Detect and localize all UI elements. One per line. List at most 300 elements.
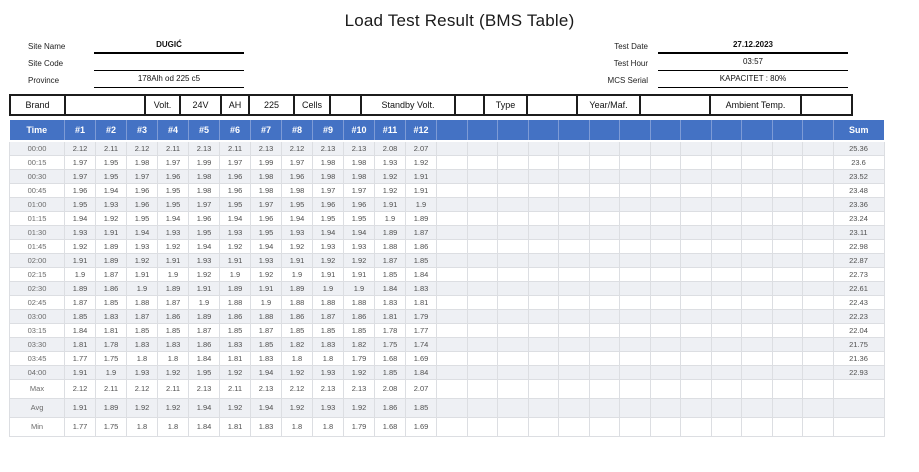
empty-cell	[650, 365, 681, 379]
empty-cell	[803, 365, 834, 379]
empty-cell	[772, 281, 803, 295]
value-cell: 1.91	[406, 169, 437, 183]
value-cell: 1.85	[96, 295, 127, 309]
empty-cell	[742, 267, 773, 281]
empty-cell	[711, 239, 742, 253]
empty-cell	[620, 281, 651, 295]
value-cell: 1.83	[313, 337, 344, 351]
value-cell: 1.92	[406, 155, 437, 169]
spec-cell-empty-1	[64, 94, 146, 116]
value-cell: 1.82	[344, 337, 375, 351]
sum-cell: 22.23	[833, 309, 884, 323]
value-cell: 1.93	[158, 225, 189, 239]
empty-cell	[589, 211, 620, 225]
value-cell: 1.88	[344, 295, 375, 309]
empty-cell	[589, 417, 620, 436]
col-header-empty	[467, 120, 498, 141]
empty-cell	[620, 379, 651, 398]
empty-cell	[650, 309, 681, 323]
empty-cell	[528, 169, 559, 183]
value-cell: 1.92	[251, 267, 282, 281]
spec-cell-volt: Volt.	[144, 94, 181, 116]
empty-cell	[498, 267, 529, 281]
test-date-label: Test Date	[614, 42, 648, 51]
spec-cell-empty-11	[526, 94, 578, 116]
empty-cell	[742, 253, 773, 267]
empty-cell	[650, 417, 681, 436]
empty-cell	[559, 253, 590, 267]
value-cell: 1.84	[189, 417, 220, 436]
value-cell: 1.98	[127, 155, 158, 169]
value-cell: 1.74	[406, 337, 437, 351]
value-cell: 1.91	[406, 183, 437, 197]
value-cell: 1.91	[65, 365, 96, 379]
value-cell: 1.96	[282, 169, 313, 183]
value-cell: 1.91	[251, 281, 282, 295]
col-header-7: #7	[251, 120, 282, 141]
battery-spec-row	[9, 94, 919, 116]
empty-cell	[437, 225, 468, 239]
empty-cell	[620, 253, 651, 267]
empty-cell	[772, 211, 803, 225]
empty-cell	[467, 337, 498, 351]
value-cell: 1.85	[220, 323, 251, 337]
empty-cell	[772, 365, 803, 379]
bms-table-body	[10, 141, 885, 436]
spec-cell-brand: Brand	[9, 94, 66, 116]
value-cell: 1.85	[375, 267, 406, 281]
value-cell: 1.96	[127, 183, 158, 197]
empty-cell	[803, 379, 834, 398]
mcs-serial-row	[588, 71, 848, 88]
sum-cell: 23.48	[833, 183, 884, 197]
value-cell: 1.87	[251, 323, 282, 337]
spec-cell-type: Type	[483, 94, 528, 116]
empty-cell	[620, 309, 651, 323]
empty-cell	[742, 225, 773, 239]
value-cell: 1.94	[65, 211, 96, 225]
time-cell: 03:45	[10, 351, 65, 365]
value-cell: 1.95	[158, 197, 189, 211]
value-cell: 1.92	[344, 253, 375, 267]
empty-cell	[589, 141, 620, 155]
value-cell: 1.97	[251, 197, 282, 211]
value-cell: 1.89	[406, 211, 437, 225]
sum-cell: 22.43	[833, 295, 884, 309]
value-cell: 1.83	[158, 337, 189, 351]
value-cell: 1.85	[251, 337, 282, 351]
value-cell: 1.91	[127, 267, 158, 281]
spec-cell-ambient-temp: Ambient Temp.	[709, 94, 802, 116]
table-row	[10, 169, 885, 183]
empty-cell	[467, 295, 498, 309]
value-cell: 2.12	[127, 379, 158, 398]
value-cell: 1.92	[220, 365, 251, 379]
empty-cell	[589, 295, 620, 309]
value-cell: 1.92	[313, 253, 344, 267]
empty-cell	[437, 365, 468, 379]
value-cell: 1.93	[313, 365, 344, 379]
value-cell: 2.13	[251, 379, 282, 398]
empty-cell	[437, 253, 468, 267]
value-cell: 1.88	[375, 239, 406, 253]
sum-cell: 23.6	[833, 155, 884, 169]
value-cell: 1.96	[189, 211, 220, 225]
empty-cell	[559, 211, 590, 225]
empty-cell	[650, 183, 681, 197]
value-cell: 2.12	[282, 379, 313, 398]
spec-cell-24v: 24V	[179, 94, 222, 116]
empty-cell	[711, 295, 742, 309]
empty-cell	[742, 211, 773, 225]
value-cell: 1.82	[282, 337, 313, 351]
mcs-serial-label: MCS Serial	[607, 76, 648, 85]
empty-cell	[803, 267, 834, 281]
empty-cell	[803, 398, 834, 417]
empty-cell	[528, 141, 559, 155]
time-cell: 00:15	[10, 155, 65, 169]
empty-cell	[772, 155, 803, 169]
col-header-empty	[498, 120, 529, 141]
empty-cell	[681, 295, 712, 309]
value-cell: 1.94	[282, 211, 313, 225]
table-row	[10, 239, 885, 253]
empty-cell	[742, 379, 773, 398]
time-cell: 04:00	[10, 365, 65, 379]
empty-cell	[742, 141, 773, 155]
value-cell: 1.95	[189, 225, 220, 239]
value-cell: 1.9	[189, 295, 220, 309]
value-cell: 1.93	[344, 239, 375, 253]
empty-cell	[650, 169, 681, 183]
empty-cell	[528, 239, 559, 253]
empty-cell	[650, 323, 681, 337]
value-cell: 1.9	[313, 281, 344, 295]
empty-cell	[772, 323, 803, 337]
empty-cell	[559, 379, 590, 398]
value-cell: 1.94	[127, 225, 158, 239]
value-cell: 1.94	[344, 225, 375, 239]
value-cell: 1.88	[251, 309, 282, 323]
empty-cell	[803, 225, 834, 239]
col-header-1: #1	[65, 120, 96, 141]
value-cell: 1.91	[313, 267, 344, 281]
spec-cell-empty-7	[329, 94, 362, 116]
summary-label-cell: Min	[10, 417, 65, 436]
value-cell: 1.8	[127, 351, 158, 365]
value-cell: 1.87	[313, 309, 344, 323]
value-cell: 1.75	[375, 337, 406, 351]
empty-cell	[437, 155, 468, 169]
empty-cell	[528, 155, 559, 169]
empty-cell	[742, 295, 773, 309]
empty-cell	[772, 337, 803, 351]
value-cell: 1.92	[127, 253, 158, 267]
value-cell: 1.92	[189, 267, 220, 281]
value-cell: 1.96	[251, 211, 282, 225]
value-cell: 1.95	[189, 365, 220, 379]
empty-cell	[467, 323, 498, 337]
summary-row-max	[10, 379, 885, 398]
col-header-12: #12	[406, 120, 437, 141]
value-cell: 1.92	[375, 169, 406, 183]
value-cell: 1.85	[127, 323, 158, 337]
value-cell: 1.97	[344, 183, 375, 197]
empty-cell	[772, 197, 803, 211]
value-cell: 1.95	[96, 169, 127, 183]
value-cell: 1.92	[127, 398, 158, 417]
table-row	[10, 253, 885, 267]
empty-cell	[620, 169, 651, 183]
value-cell: 1.89	[96, 398, 127, 417]
test-hour-label: Test Hour	[613, 59, 648, 68]
empty-cell	[498, 253, 529, 267]
value-cell: 2.12	[127, 141, 158, 155]
empty-cell	[803, 155, 834, 169]
empty-cell	[437, 183, 468, 197]
empty-cell	[498, 295, 529, 309]
empty-cell	[498, 281, 529, 295]
value-cell: 1.93	[65, 225, 96, 239]
empty-cell	[559, 267, 590, 281]
empty-cell	[528, 337, 559, 351]
empty-cell	[467, 169, 498, 183]
value-cell: 1.95	[344, 211, 375, 225]
value-cell: 1.85	[344, 323, 375, 337]
col-header-empty	[528, 120, 559, 141]
value-cell: 1.98	[313, 169, 344, 183]
province-value: 178Alh od 225 c5	[94, 74, 244, 88]
spec-cell-empty-15	[800, 94, 853, 116]
empty-cell	[620, 197, 651, 211]
value-cell: 1.84	[406, 365, 437, 379]
time-cell: 02:45	[10, 295, 65, 309]
value-cell: 1.85	[282, 323, 313, 337]
value-cell: 1.81	[65, 337, 96, 351]
col-header-empty	[681, 120, 712, 141]
value-cell: 1.96	[158, 169, 189, 183]
empty-cell	[559, 351, 590, 365]
value-cell: 1.96	[220, 183, 251, 197]
empty-cell	[711, 309, 742, 323]
time-cell: 01:00	[10, 197, 65, 211]
value-cell: 1.8	[158, 351, 189, 365]
value-cell: 1.94	[189, 398, 220, 417]
empty-cell	[711, 267, 742, 281]
sum-cell: 23.24	[833, 211, 884, 225]
table-row	[10, 323, 885, 337]
value-cell: 1.96	[344, 197, 375, 211]
value-cell: 1.95	[220, 197, 251, 211]
empty-cell	[803, 253, 834, 267]
empty-cell	[742, 197, 773, 211]
empty-cell	[498, 417, 529, 436]
value-cell: 1.94	[313, 225, 344, 239]
value-cell: 1.95	[251, 225, 282, 239]
value-cell: 1.98	[189, 169, 220, 183]
value-cell: 1.87	[96, 267, 127, 281]
empty-cell	[681, 267, 712, 281]
empty-cell	[467, 351, 498, 365]
table-row	[10, 225, 885, 239]
value-cell: 1.97	[65, 155, 96, 169]
col-header-4: #4	[158, 120, 189, 141]
time-cell: 00:30	[10, 169, 65, 183]
empty-cell	[681, 281, 712, 295]
value-cell: 2.11	[96, 379, 127, 398]
value-cell: 1.93	[313, 398, 344, 417]
empty-cell	[742, 323, 773, 337]
empty-cell	[650, 379, 681, 398]
sum-cell	[833, 417, 884, 436]
empty-cell	[437, 417, 468, 436]
empty-cell	[498, 309, 529, 323]
empty-cell	[437, 281, 468, 295]
empty-cell	[681, 197, 712, 211]
empty-cell	[650, 351, 681, 365]
empty-cell	[559, 183, 590, 197]
value-cell: 1.92	[220, 398, 251, 417]
empty-cell	[681, 239, 712, 253]
table-row	[10, 211, 885, 225]
value-cell: 1.83	[375, 295, 406, 309]
time-cell: 03:30	[10, 337, 65, 351]
empty-cell	[498, 365, 529, 379]
value-cell: 1.97	[65, 169, 96, 183]
value-cell: 1.86	[158, 309, 189, 323]
spec-cell-empty-13	[639, 94, 711, 116]
table-row	[10, 281, 885, 295]
value-cell: 1.83	[127, 337, 158, 351]
value-cell: 1.85	[158, 323, 189, 337]
empty-cell	[742, 337, 773, 351]
value-cell: 2.13	[344, 141, 375, 155]
value-cell: 1.91	[65, 253, 96, 267]
site-code-value	[94, 57, 244, 71]
sum-cell: 23.11	[833, 225, 884, 239]
col-header-empty	[650, 120, 681, 141]
value-cell: 1.87	[406, 225, 437, 239]
col-header-2: #2	[96, 120, 127, 141]
col-header-8: #8	[282, 120, 313, 141]
empty-cell	[467, 365, 498, 379]
empty-cell	[467, 225, 498, 239]
value-cell: 1.84	[65, 323, 96, 337]
empty-cell	[681, 309, 712, 323]
table-row	[10, 351, 885, 365]
empty-cell	[620, 365, 651, 379]
value-cell: 1.69	[406, 351, 437, 365]
spec-cell-standby-volt: Standby Volt.	[360, 94, 456, 116]
value-cell: 1.99	[189, 155, 220, 169]
empty-cell	[772, 309, 803, 323]
empty-cell	[467, 309, 498, 323]
empty-cell	[589, 379, 620, 398]
empty-cell	[711, 398, 742, 417]
value-cell: 1.89	[189, 309, 220, 323]
empty-cell	[803, 169, 834, 183]
value-cell: 2.13	[189, 141, 220, 155]
empty-cell	[437, 169, 468, 183]
empty-cell	[589, 351, 620, 365]
empty-cell	[467, 267, 498, 281]
value-cell: 1.9	[282, 267, 313, 281]
value-cell: 1.92	[96, 211, 127, 225]
value-cell: 1.94	[220, 211, 251, 225]
value-cell: 1.86	[406, 239, 437, 253]
empty-cell	[528, 351, 559, 365]
value-cell: 1.98	[313, 155, 344, 169]
empty-cell	[620, 337, 651, 351]
empty-cell	[711, 379, 742, 398]
sum-cell: 21.75	[833, 337, 884, 351]
value-cell: 1.9	[251, 295, 282, 309]
value-cell: 1.88	[127, 295, 158, 309]
value-cell: 1.94	[158, 211, 189, 225]
value-cell: 1.89	[282, 281, 313, 295]
empty-cell	[528, 281, 559, 295]
empty-cell	[742, 169, 773, 183]
empty-cell	[467, 379, 498, 398]
empty-cell	[650, 225, 681, 239]
empty-cell	[803, 197, 834, 211]
site-name-row	[28, 37, 244, 54]
value-cell: 1.91	[282, 253, 313, 267]
province-row	[28, 71, 244, 88]
value-cell: 1.92	[158, 365, 189, 379]
empty-cell	[559, 169, 590, 183]
test-date-row	[588, 37, 848, 54]
site-code-label: Site Code	[28, 59, 64, 68]
sum-cell: 22.87	[833, 253, 884, 267]
table-row	[10, 183, 885, 197]
value-cell: 1.95	[65, 197, 96, 211]
empty-cell	[681, 155, 712, 169]
value-cell: 1.95	[158, 183, 189, 197]
value-cell: 1.87	[158, 295, 189, 309]
empty-cell	[620, 351, 651, 365]
empty-cell	[650, 295, 681, 309]
empty-cell	[681, 253, 712, 267]
empty-cell	[589, 267, 620, 281]
empty-cell	[467, 398, 498, 417]
sum-cell: 23.52	[833, 169, 884, 183]
value-cell: 1.69	[406, 417, 437, 436]
value-cell: 1.92	[282, 365, 313, 379]
empty-cell	[620, 267, 651, 281]
col-header-empty	[437, 120, 468, 141]
empty-cell	[711, 169, 742, 183]
empty-cell	[681, 365, 712, 379]
value-cell: 2.11	[220, 379, 251, 398]
empty-cell	[650, 155, 681, 169]
col-header-10: #10	[344, 120, 375, 141]
empty-cell	[559, 197, 590, 211]
value-cell: 1.89	[96, 239, 127, 253]
sum-cell: 22.04	[833, 323, 884, 337]
value-cell: 1.93	[282, 225, 313, 239]
time-cell: 02:00	[10, 253, 65, 267]
empty-cell	[589, 365, 620, 379]
time-cell: 01:30	[10, 225, 65, 239]
empty-cell	[589, 197, 620, 211]
time-cell: 00:45	[10, 183, 65, 197]
value-cell: 1.8	[282, 417, 313, 436]
empty-cell	[681, 183, 712, 197]
value-cell: 1.83	[251, 417, 282, 436]
value-cell: 1.92	[65, 239, 96, 253]
spec-cell-year-maf: Year/Maf.	[576, 94, 641, 116]
